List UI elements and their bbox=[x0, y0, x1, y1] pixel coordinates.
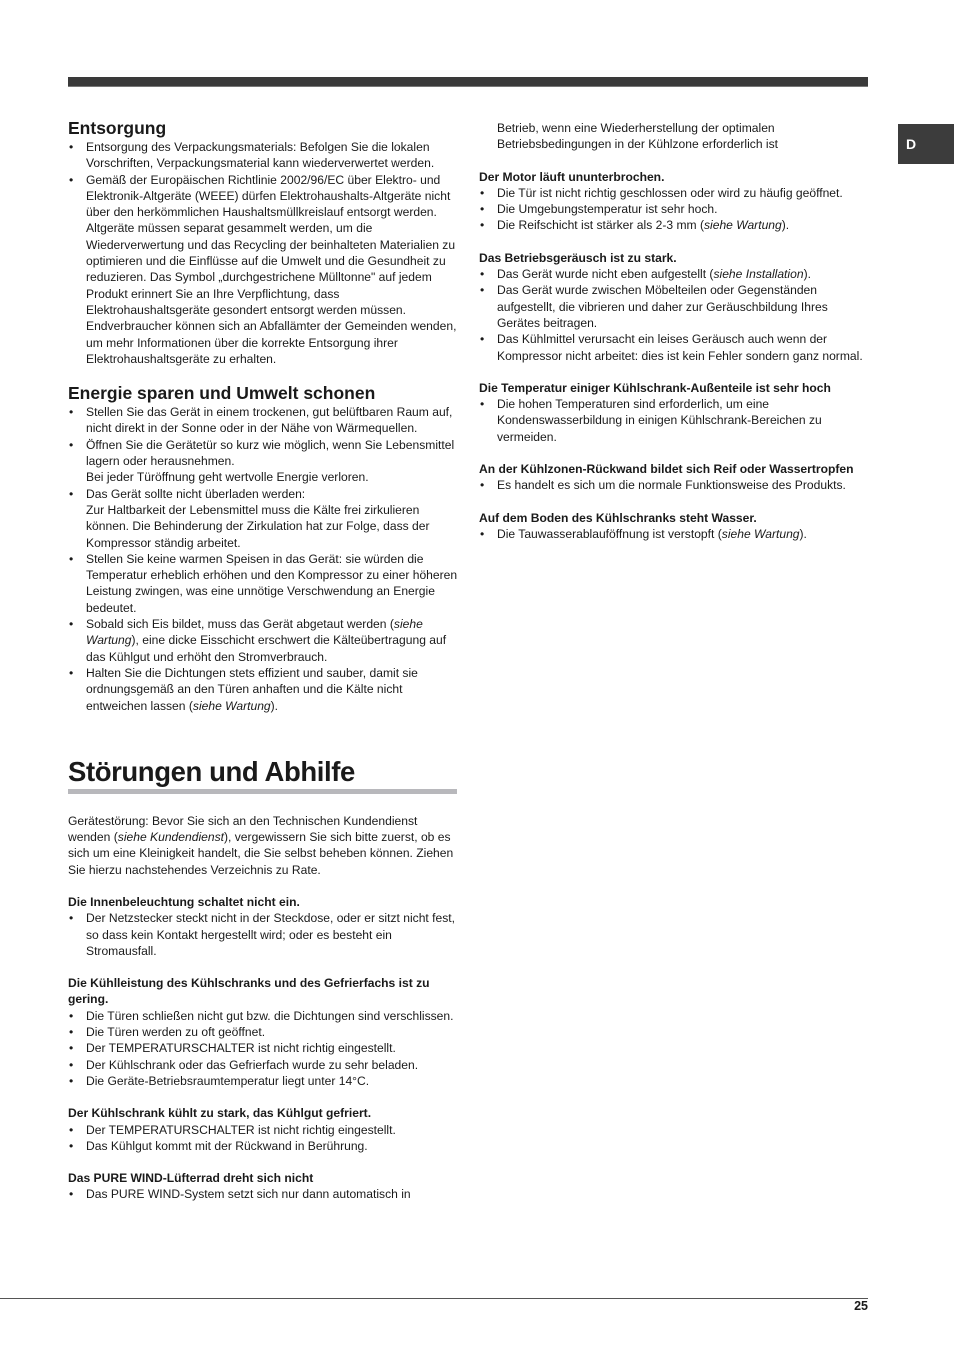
list-item: • Entsorgung des Verpackungsmaterials: Befolgen Sie die lokalen Vorschriften, Verpackungsmaterial kann wiederverwertet werden. bbox=[68, 139, 460, 172]
language-tab-label: D bbox=[906, 136, 917, 152]
footer-rule bbox=[0, 1298, 868, 1299]
problem-heading: Die Innenbeleuchtung schaltet nicht ein. bbox=[68, 894, 300, 909]
list-item: • Das Kühlgut kommt mit der Rückwand in Berührung. bbox=[68, 1138, 460, 1154]
list-item: • Die hohen Temperaturen sind erforderlich, um eine Kondenswasserbildung in einigen Kühlschrank-Bereichen zu vermeiden. bbox=[479, 396, 871, 445]
problem-heading: Der Kühlschrank kühlt zu stark, das Kühlgut gefriert. bbox=[68, 1106, 372, 1121]
problem-heading: An der Kühlzonen-Rückwand bildet sich Reif oder Wassertropfen bbox=[479, 462, 854, 477]
problem-heading: Das PURE WIND-Lüfterrad dreht sich nicht bbox=[68, 1171, 314, 1186]
section-title-energie: Energie sparen und Umwelt schonen bbox=[68, 383, 376, 404]
list-item: • Halten Sie die Dichtungen stets effizient und sauber, damit sie ordnungsgemäß an den Türen anhaften und die Kälte nicht entweichen lassen (siehe Wartung). bbox=[68, 665, 460, 714]
header-bar bbox=[68, 77, 868, 87]
left-column bbox=[68, 118, 460, 1203]
cross-reference: siehe Wartung bbox=[86, 617, 423, 648]
problem-heading: Die Temperatur einiger Kühlschrank-Außenteile ist sehr hoch bbox=[479, 380, 831, 395]
list-item: • Die Umgebungstemperatur ist sehr hoch. bbox=[479, 201, 871, 217]
cross-reference: siehe Kundendienst bbox=[117, 830, 225, 845]
list-item: • Das PURE WIND-System setzt sich nur dann automatisch in bbox=[68, 1186, 460, 1202]
list-item: • Die Geräte-Betriebsraumtemperatur liegt unter 14°C. bbox=[68, 1073, 460, 1089]
problem-heading: Die Kühlleistung des Kühlschranks und des Gefrierfachs ist zu gering. bbox=[68, 976, 430, 1007]
list-item: • Sobald sich Eis bildet, muss das Gerät abgetaut werden (siehe Wartung), eine dicke Eisschicht erschwert die Kälteübertragung auf das Kühlgut und erhöht den Stromverbrauch. bbox=[68, 616, 460, 665]
list-item: • Das Gerät sollte nicht überladen werden: Zur Haltbarkeit der Lebensmittel muss die Kälte frei zirkulieren können. Die Behinderung der Zirkulation hat zur Folge, dass der Kompressor ständig arbeitet. bbox=[68, 486, 460, 551]
problem-heading: Der Motor läuft ununterbrochen. bbox=[479, 169, 665, 184]
list-item: • Die Türen schließen nicht gut bzw. die Dichtungen sind verschlissen. bbox=[68, 1008, 460, 1024]
list-item: • Die Türen werden zu oft geöffnet. bbox=[68, 1024, 460, 1040]
cross-reference: siehe Wartung bbox=[192, 698, 271, 713]
list-item: • Es handelt es sich um die normale Funktionsweise des Produkts. bbox=[479, 477, 871, 493]
cross-reference: siehe Installation bbox=[713, 267, 804, 282]
section-title-entsorgung: Entsorgung bbox=[68, 118, 167, 138]
right-column bbox=[479, 120, 871, 542]
list-item: • Öffnen Sie die Gerätetür so kurz wie möglich, wenn Sie Lebensmittel lagern oder herausnehmen. Bei jeder Türöffnung geht wertvolle Energie verloren. bbox=[68, 437, 460, 486]
chapter-title: Störungen und Abhilfe bbox=[68, 755, 355, 787]
list-item: • Das Kühlmittel verursacht ein leises Geräusch auch wenn der Kompressor nicht arbeitet: dies ist kein Fehler sondern ganz normal. bbox=[479, 331, 871, 364]
problem-heading: Auf dem Boden des Kühlschranks steht Wasser. bbox=[479, 510, 757, 525]
intro-paragraph: Gerätestörung: Bevor Sie sich an den Technischen Kundendienst wenden (siehe Kundendienst), vergewissern Sie sich bitte zuerst, ob es sich um eine Kleinigkeit handelt, die Sie selbst beheben können. Ziehen Sie hierzu nachstehendes Verzeichnis zu Rate. bbox=[68, 813, 454, 877]
cross-reference: siehe Wartung bbox=[721, 526, 800, 541]
list-item: • Der TEMPERATURSCHALTER ist nicht richtig eingestellt. bbox=[68, 1040, 460, 1056]
list-item: • Der Kühlschrank oder das Gefrierfach wurde zu sehr beladen. bbox=[68, 1057, 460, 1073]
list-item: • Der Netzstecker steckt nicht in der Steckdose, oder er sitzt nicht fest, so dass kein Kontakt hergestellt wird; oder es besteht ein Stromausfall. bbox=[68, 910, 460, 959]
language-tab bbox=[898, 124, 954, 164]
cross-reference: siehe Wartung bbox=[703, 218, 782, 233]
list-item: • Die Reifschicht ist stärker als 2-3 mm (siehe Wartung). bbox=[479, 217, 871, 233]
list-item: • Stellen Sie das Gerät in einem trockenen, gut belüftbaren Raum auf, nicht direkt in der Sonne oder in der Nähe von Wärmequellen. bbox=[68, 404, 460, 437]
list-item: • Der TEMPERATURSCHALTER ist nicht richtig eingestellt. bbox=[68, 1122, 460, 1138]
entsorgung-list bbox=[68, 139, 460, 367]
list-item-continuation: Betrieb, wenn eine Wiederherstellung der optimalen Betriebsbedingungen in der Kühlzone erforderlich ist bbox=[497, 121, 779, 152]
list-item: • Stellen Sie keine warmen Speisen in das Gerät: sie würden die Temperatur erheblich erhöhen und den Kompressor zu einer höheren Leistung zwingen, was eine unnötige Verschwendung an Energie bedeutet. bbox=[68, 551, 460, 616]
list-item: • Gemäß der Europäischen Richtlinie 2002/96/EC über Elektro- und Elektronik-Altgeräte (WEEE) dürfen Elektrohaushalts-Altgeräte nicht über den herkömmlichen Haushaltsmüllkreislauf entsorgt werden. Altgeräte müssen separat gesammelt werden, um die Wiederverwertung und das Recycling der beinhalteten Materialien zu optimieren und die Einflüsse auf die Umwelt und die Gesundheit zu reduzieren. Das Symbol „durchgestrichene Mülltonne" auf jedem Produkt erinnert Sie an Ihre Verpflichtung, dass Elektrohaushaltsgeräte gesondert entsorgt werden müssen. Endverbraucher können sich an Abfallämter der Gemeinden wenden, um mehr Informationen über die korrekte Entsorgung ihrer Elektrohaushaltsgeräte zu erhalten. bbox=[68, 172, 460, 368]
page-number: 25 bbox=[854, 1299, 868, 1313]
problem-heading: Das Betriebsgeräusch ist zu stark. bbox=[479, 250, 677, 265]
list-item: • Das Gerät wurde nicht eben aufgestellt (siehe Installation). bbox=[479, 266, 871, 282]
list-item: • Das Gerät wurde zwischen Möbelteilen oder Gegenständen aufgestellt, die vibrieren und daher zur Geräuschbildung Ihres Gerätes beitragen. bbox=[479, 282, 871, 331]
energie-list bbox=[68, 404, 460, 714]
list-item: • Die Tür ist nicht richtig geschlossen oder wird zu häufig geöffnet. bbox=[479, 185, 871, 201]
list-item: • Die Tauwasserablauföffnung ist verstopft (siehe Wartung). bbox=[479, 526, 871, 542]
